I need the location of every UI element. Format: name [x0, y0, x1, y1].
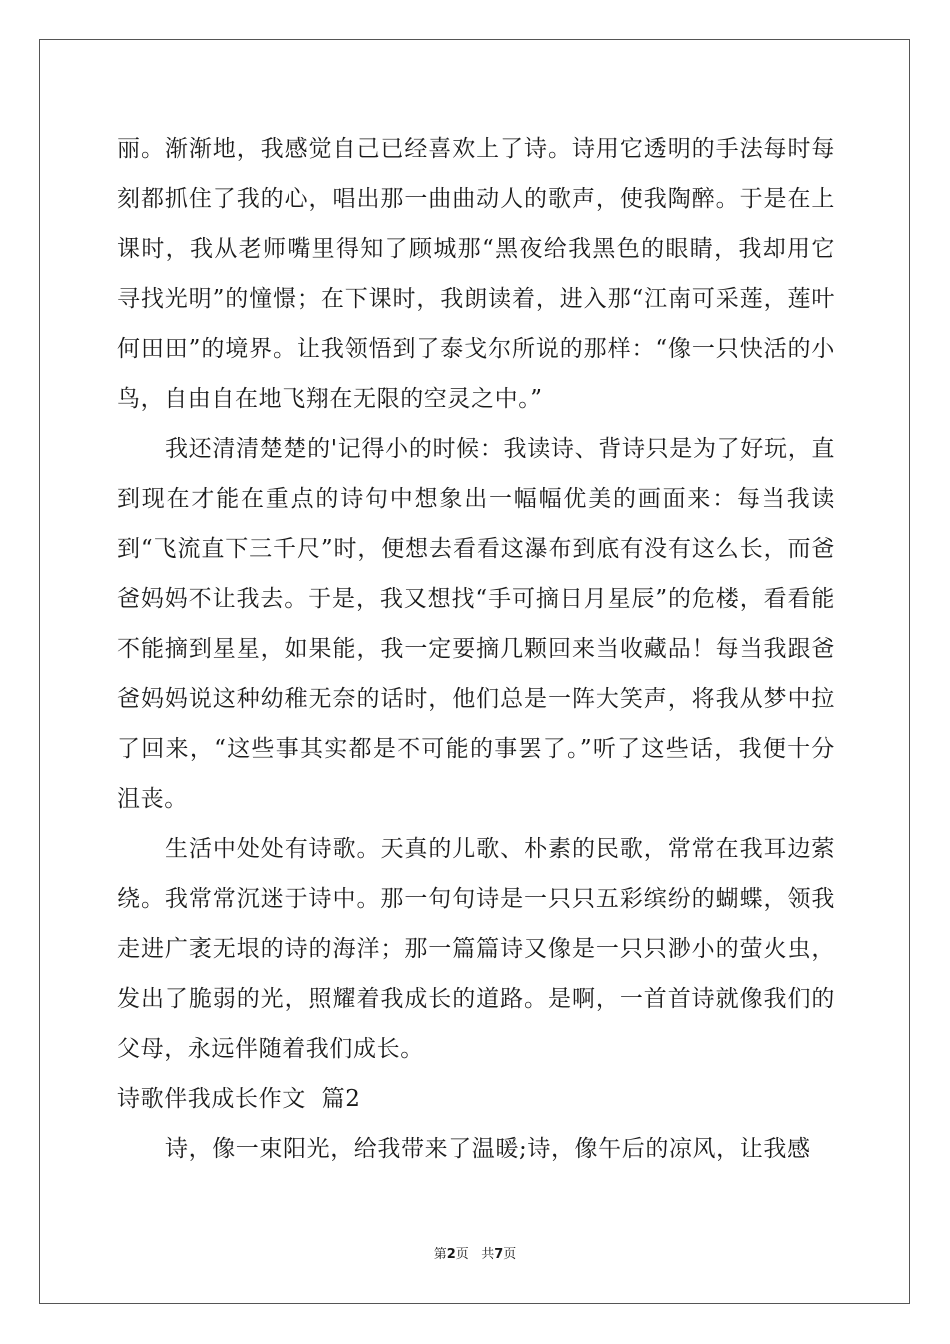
- paragraph-2: 我还清清楚楚的'记得小的时候：我读诗、背诗只是为了好玩，直到现在才能在重点的诗句中想象出一幅幅优美的画面来：每当我读到“飞流直下三千尺”时，便想去看看这瀑布到底有没有这么长，而爸爸妈妈不让我去。于是，我又想找“手可摘日月星辰”的危楼，看看能不能摘到星星，如果能，我一定要摘几颗回来当收藏品！每当我跟爸爸妈妈说这种幼稚无奈的话时，他们总是一阵大笑声，将我从梦中拉了回来，“这些事其实都是不可能的事罢了。”听了这些话，我便十分沮丧。: [117, 436, 835, 812]
- document-body: [117, 124, 835, 1174]
- total-pages: 7: [494, 1247, 504, 1262]
- section-heading: 诗歌伴我成长作文 篇2: [117, 1086, 361, 1112]
- page-suffix: 页: [455, 1247, 469, 1262]
- paragraph-4: 诗，像一束阳光，给我带来了温暖;诗，像午后的凉风，让我感: [165, 1136, 811, 1162]
- page-footer: [0, 1246, 950, 1264]
- total-prefix: 共: [481, 1247, 495, 1262]
- paragraph-1: 丽。渐渐地，我感觉自己已经喜欢上了诗。诗用它透明的手法每时每刻都抓住了我的心，唱出那一曲曲动人的歌声，使我陶醉。于是在上课时，我从老师嘴里得知了顾城那“黑夜给我黑色的眼睛，我却用它寻找光明”的憧憬；在下课时，我朗读着，进入那“江南可采莲，莲叶何田田”的境界。让我领悟到了泰戈尔所说的那样：“像一只快活的小鸟，自由自在地飞翔在无限的空灵之中。”: [117, 136, 835, 412]
- page-prefix: 第: [433, 1247, 447, 1262]
- page-number: 2: [446, 1247, 456, 1262]
- paragraph-3: 生活中处处有诗歌。天真的儿歌、朴素的民歌，常常在我耳边萦绕。我常常沉迷于诗中。那一句句诗是一只只五彩缤纷的蝴蝶，领我走进广袤无垠的诗的海洋；那一篇篇诗又像是一只只渺小的萤火虫，发出了脆弱的光，照耀着我成长的道路。是啊，一首首诗就像我们的父母，永远伴随着我们成长。: [117, 836, 835, 1062]
- total-suffix: 页: [503, 1247, 517, 1262]
